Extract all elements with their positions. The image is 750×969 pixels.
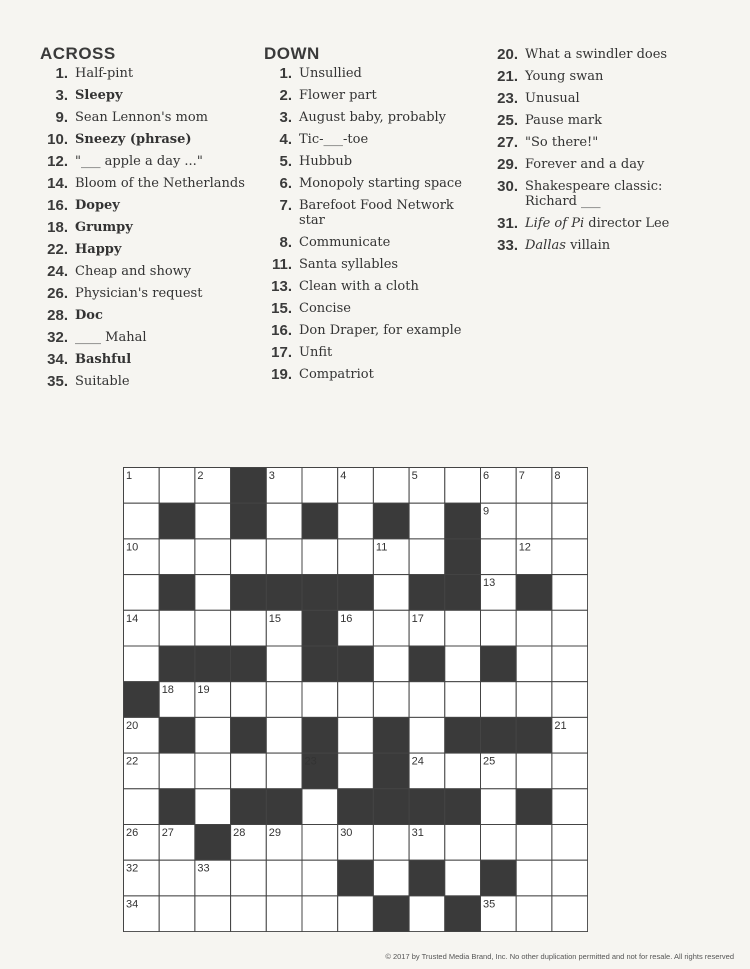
grid-number: 7 (518, 470, 525, 482)
clue-down-cont-29 (488, 157, 688, 172)
clue-text: Sean Lennon's mom (75, 110, 208, 125)
clue-text: Tic-___-toe (299, 132, 369, 147)
copyright-footer: © 2017 by Trusted Media Brand, Inc. No other duplication permitted and not for resale. All rights reserved (385, 952, 734, 961)
grid-cell[interactable] (266, 896, 302, 932)
grid-cell[interactable] (338, 753, 374, 789)
down-clue-list (264, 66, 489, 382)
down-clue-list-continued (488, 47, 688, 253)
grid-block (302, 717, 338, 753)
clue-down-11 (264, 257, 489, 272)
grid-cell[interactable] (266, 717, 302, 753)
grid-block (445, 503, 481, 539)
grid-number: 29 (268, 827, 282, 839)
grid-cell[interactable] (552, 503, 588, 539)
grid-cell[interactable] (302, 539, 338, 575)
clue-text-rest: director Lee (588, 216, 670, 231)
clue-number: 23. (497, 90, 518, 107)
clue-text: "So there!" (525, 135, 599, 150)
grid-number: 13 (483, 577, 496, 590)
grid-cell[interactable] (373, 468, 409, 504)
grid-cell[interactable] (231, 610, 267, 646)
clue-down-4 (264, 132, 489, 147)
grid-cell[interactable] (373, 825, 409, 861)
grid-block (445, 896, 481, 932)
down-continued-column (488, 47, 688, 260)
grid-block (338, 575, 374, 611)
grid-cell[interactable] (373, 646, 409, 682)
clue-number: 18. (47, 219, 68, 236)
grid-block (516, 789, 552, 825)
grid-cell[interactable] (516, 646, 552, 682)
grid-block (338, 789, 374, 825)
clue-number: 9. (55, 109, 68, 126)
grid-block (231, 503, 267, 539)
grid-cell[interactable] (516, 610, 552, 646)
clue-across-14 (40, 176, 265, 191)
grid-cell[interactable] (159, 896, 195, 932)
clue-number: 10. (47, 131, 68, 148)
grid-block (231, 646, 267, 682)
clue-text: Young swan (525, 69, 604, 84)
grid-cell[interactable] (195, 610, 231, 646)
grid-block (373, 753, 409, 789)
clue-number: 32. (47, 329, 68, 346)
clue-across-16 (40, 198, 265, 213)
clue-text: Flower part (299, 88, 377, 103)
grid-number: 30 (340, 827, 353, 839)
grid-number: 27 (161, 827, 174, 839)
clue-number: 29. (497, 156, 518, 173)
grid-cell[interactable] (195, 753, 231, 789)
clue-number: 1. (55, 65, 68, 82)
clue-number: 27. (497, 134, 518, 151)
grid-cell[interactable] (552, 610, 588, 646)
clue-down-cont-25 (488, 113, 688, 128)
grid-cell[interactable] (124, 789, 160, 825)
clue-number: 19. (271, 366, 292, 383)
grid-number: 9 (483, 505, 490, 518)
grid-cell[interactable] (445, 860, 481, 896)
clue-down-2 (264, 88, 489, 103)
clue-across-1 (40, 66, 265, 81)
grid-cell[interactable] (231, 896, 267, 932)
grid-block (373, 503, 409, 539)
grid-cell[interactable] (195, 503, 231, 539)
grid-cell[interactable] (445, 468, 481, 504)
clue-text: Dopey (75, 198, 120, 213)
clue-down-cont-33 (488, 238, 688, 253)
grid-number: 10 (126, 541, 139, 554)
clue-text: "___ apple a day ..." (75, 154, 203, 169)
grid-block (445, 789, 481, 825)
crossword-grid (123, 467, 588, 932)
grid-cell[interactable] (159, 860, 195, 896)
clue-text: Communicate (299, 235, 391, 250)
grid-cell[interactable] (231, 539, 267, 575)
clue-number: 13. (271, 278, 292, 295)
grid-cell[interactable] (445, 825, 481, 861)
grid-cell[interactable] (552, 896, 588, 932)
grid-cell[interactable] (552, 682, 588, 718)
clue-text: Sneezy (phrase) (75, 132, 192, 147)
grid-block (481, 860, 517, 896)
grid-cell[interactable] (409, 539, 445, 575)
grid-cell[interactable] (481, 825, 517, 861)
grid-block (159, 503, 195, 539)
clue-number: 16. (271, 322, 292, 339)
grid-number: 3 (268, 470, 275, 482)
grid-cell[interactable] (195, 896, 231, 932)
grid-cell[interactable] (516, 825, 552, 861)
clue-text: Half-pint (75, 66, 134, 81)
grid-cell[interactable] (124, 575, 160, 611)
grid-cell[interactable] (552, 860, 588, 896)
clue-across-9 (40, 110, 265, 125)
clue-number: 12. (47, 153, 68, 170)
grid-cell[interactable] (409, 682, 445, 718)
clue-across-12 (40, 154, 265, 169)
clue-number: 15. (271, 300, 292, 317)
clue-text: Bashful (75, 352, 132, 367)
grid-cell[interactable] (445, 610, 481, 646)
grid-number: 35 (483, 898, 496, 911)
clue-text: Monopoly starting space (299, 176, 462, 191)
grid-number: 6 (483, 470, 490, 482)
clue-across-10 (40, 132, 265, 147)
clue-number: 3. (279, 109, 292, 126)
clue-across-18 (40, 220, 265, 235)
clue-down-17 (264, 345, 489, 360)
clue-number: 11. (271, 256, 292, 273)
clue-number: 21. (497, 68, 518, 85)
clue-text: Sleepy (75, 88, 123, 103)
clue-text: Happy (75, 242, 122, 257)
grid-block (338, 646, 374, 682)
clue-down-6 (264, 176, 489, 191)
grid-block (266, 575, 302, 611)
grid-cell[interactable] (481, 539, 517, 575)
grid-number: 21 (554, 719, 567, 732)
grid-block (409, 860, 445, 896)
grid-number: 24 (411, 755, 424, 768)
grid-cell[interactable] (195, 789, 231, 825)
clue-across-22 (40, 242, 265, 257)
clue-number: 28. (47, 307, 68, 324)
grid-block (159, 789, 195, 825)
clue-number: 25. (497, 112, 518, 129)
grid-number: 32 (126, 862, 139, 875)
grid-block (373, 896, 409, 932)
clue-text: Unfit (299, 345, 333, 360)
grid-cell[interactable] (231, 682, 267, 718)
clue-number: 5. (279, 153, 292, 170)
grid-cell[interactable] (159, 468, 195, 504)
grid-block (481, 717, 517, 753)
clue-text: Hubbub (299, 154, 353, 169)
grid-number: 28 (233, 827, 246, 839)
clue-down-cont-27 (488, 135, 688, 150)
clue-text: Unsullied (299, 66, 362, 81)
grid-cell[interactable] (266, 682, 302, 718)
grid-block (231, 468, 267, 504)
grid-cell[interactable] (195, 717, 231, 753)
clue-number: 33. (497, 237, 518, 254)
clue-number: 1. (279, 65, 292, 82)
clue-down-cont-23 (488, 91, 688, 106)
grid-block (124, 682, 160, 718)
grid-cell[interactable] (516, 753, 552, 789)
clue-text: Barefoot Food Network star (299, 198, 454, 228)
clue-down-cont-31 (488, 216, 688, 231)
grid-block (231, 789, 267, 825)
clue-text: Pause mark (525, 113, 602, 128)
clue-text: ____ Mahal (75, 330, 147, 345)
grid-block (516, 575, 552, 611)
clue-number: 6. (279, 175, 292, 192)
grid-block (409, 575, 445, 611)
clue-text: Concise (299, 301, 351, 316)
grid-cell[interactable] (409, 503, 445, 539)
clue-text: Bloom of the Netherlands (75, 176, 245, 191)
clue-down-8 (264, 235, 489, 250)
grid-cell[interactable] (231, 860, 267, 896)
grid-number: 16 (340, 612, 353, 625)
grid-cell[interactable] (302, 860, 338, 896)
grid-cell[interactable] (445, 682, 481, 718)
clue-text: Don Draper, for example (299, 323, 462, 338)
grid-cell[interactable] (159, 753, 195, 789)
clue-down-19 (264, 367, 489, 382)
down-column (264, 44, 489, 389)
clue-down-16 (264, 323, 489, 338)
clue-across-3 (40, 88, 265, 103)
grid-number: 23 (304, 755, 317, 768)
grid-cell[interactable] (445, 753, 481, 789)
clue-number: 22. (47, 241, 68, 258)
clue-down-cont-20 (488, 47, 688, 62)
clue-across-34 (40, 352, 265, 367)
clue-across-35 (40, 374, 265, 389)
clue-text: August baby, probably (299, 110, 447, 125)
clue-down-cont-21 (488, 69, 688, 84)
grid-number: 4 (340, 470, 347, 482)
clue-text: Suitable (75, 374, 130, 389)
grid-block (231, 575, 267, 611)
grid-cell[interactable] (338, 539, 374, 575)
grid-block (445, 717, 481, 753)
grid-block (159, 717, 195, 753)
grid-cell[interactable] (302, 789, 338, 825)
grid-number: 11 (375, 541, 388, 554)
across-clue-list (40, 66, 265, 389)
clue-across-32 (40, 330, 265, 345)
grid-cell[interactable] (266, 646, 302, 682)
grid-block (195, 825, 231, 861)
grid-block (373, 789, 409, 825)
clue-text: Physician's request (75, 286, 203, 301)
grid-cell[interactable] (302, 896, 338, 932)
clue-text: Compatriot (299, 367, 374, 382)
grid-number: 20 (126, 719, 139, 732)
grid-cell[interactable] (266, 860, 302, 896)
grid-cell[interactable] (338, 896, 374, 932)
grid-cell[interactable] (266, 539, 302, 575)
grid-cell[interactable] (195, 575, 231, 611)
clue-italic-title: Dallas (525, 238, 566, 253)
grid-cell[interactable] (481, 789, 517, 825)
clue-number: 30. (497, 178, 518, 195)
grid-block (445, 575, 481, 611)
grid-cell[interactable] (124, 646, 160, 682)
grid-cell[interactable] (302, 682, 338, 718)
grid-block (373, 717, 409, 753)
grid-cell[interactable] (516, 682, 552, 718)
grid-cell[interactable] (373, 860, 409, 896)
clue-down-cont-30 (488, 179, 688, 209)
grid-number: 12 (518, 541, 531, 554)
grid-block (159, 646, 195, 682)
clue-text: Shakespeare classic: Richard ___ (525, 179, 663, 209)
clue-number: 35. (47, 373, 68, 390)
grid-svg (123, 467, 588, 932)
clue-down-15 (264, 301, 489, 316)
down-heading: DOWN (264, 44, 320, 63)
clue-down-3 (264, 110, 489, 125)
across-heading: ACROSS (40, 44, 116, 63)
clue-text: Unusual (525, 91, 580, 106)
clue-text (518, 238, 610, 253)
grid-cell[interactable] (552, 753, 588, 789)
clue-number: 8. (279, 234, 292, 251)
grid-block (302, 646, 338, 682)
grid-cell[interactable] (195, 539, 231, 575)
grid-cell[interactable] (124, 503, 160, 539)
clue-across-24 (40, 264, 265, 279)
clue-number: 3. (55, 87, 68, 104)
grid-cell[interactable] (373, 610, 409, 646)
grid-cell[interactable] (409, 717, 445, 753)
clue-number: 14. (47, 175, 68, 192)
grid-number: 31 (411, 827, 424, 839)
grid-cell[interactable] (552, 646, 588, 682)
grid-block (516, 717, 552, 753)
clue-number: 24. (47, 263, 68, 280)
grid-cell[interactable] (516, 896, 552, 932)
grid-cell[interactable] (552, 575, 588, 611)
grid-block (231, 717, 267, 753)
grid-cell[interactable] (338, 682, 374, 718)
grid-number: 18 (161, 684, 174, 697)
clue-number: 16. (47, 197, 68, 214)
grid-block (302, 575, 338, 611)
grid-cell[interactable] (552, 825, 588, 861)
grid-block (266, 789, 302, 825)
clue-down-1 (264, 66, 489, 81)
clue-text (518, 216, 669, 231)
grid-cell[interactable] (231, 753, 267, 789)
grid-number: 15 (268, 612, 282, 625)
clue-number: 17. (271, 344, 292, 361)
clue-text: Grumpy (75, 220, 133, 235)
grid-number: 33 (197, 862, 210, 875)
grid-number: 22 (126, 755, 139, 768)
clue-number: 26. (47, 285, 68, 302)
grid-cell[interactable] (481, 610, 517, 646)
grid-block (481, 646, 517, 682)
grid-number: 34 (126, 898, 139, 911)
grid-block (195, 646, 231, 682)
grid-cell[interactable] (373, 682, 409, 718)
clue-across-28 (40, 308, 265, 323)
clue-number: 20. (497, 46, 518, 63)
clue-text: Doc (75, 308, 103, 323)
grid-cell[interactable] (481, 682, 517, 718)
grid-block (302, 503, 338, 539)
grid-cell[interactable] (552, 789, 588, 825)
grid-block (302, 610, 338, 646)
clue-number: 7. (279, 197, 292, 214)
grid-cell[interactable] (302, 468, 338, 504)
clue-down-13 (264, 279, 489, 294)
clue-text: Cheap and showy (75, 264, 192, 279)
grid-block (409, 646, 445, 682)
clue-text: Clean with a cloth (299, 279, 419, 294)
grid-cell[interactable] (266, 503, 302, 539)
grid-number: 5 (411, 470, 418, 482)
grid-cell[interactable] (409, 896, 445, 932)
grid-cell[interactable] (445, 646, 481, 682)
clue-text: Santa syllables (299, 257, 399, 272)
grid-cell[interactable] (516, 503, 552, 539)
clue-down-5 (264, 154, 489, 169)
grid-cell[interactable] (373, 575, 409, 611)
grid-cell[interactable] (159, 610, 195, 646)
grid-number: 1 (126, 470, 133, 482)
clue-number: 31. (497, 215, 518, 232)
grid-number: 26 (126, 827, 139, 839)
clue-number: 2. (279, 87, 292, 104)
clue-text: Forever and a day (525, 157, 645, 172)
clue-across-26 (40, 286, 265, 301)
grid-block (159, 575, 195, 611)
grid-block (409, 789, 445, 825)
across-column (40, 44, 265, 396)
grid-block (445, 539, 481, 575)
grid-number: 2 (197, 470, 204, 482)
clue-italic-title: Life of Pi (525, 216, 585, 231)
clue-number: 34. (47, 351, 68, 368)
clue-text-rest: villain (570, 238, 611, 253)
grid-cell[interactable] (338, 717, 374, 753)
grid-block (338, 860, 374, 896)
grid-cell[interactable] (338, 503, 374, 539)
grid-number: 25 (483, 755, 496, 768)
clue-down-7 (264, 198, 489, 228)
grid-number: 17 (411, 612, 424, 625)
grid-cell[interactable] (266, 753, 302, 789)
clue-number: 4. (279, 131, 292, 148)
grid-number: 8 (554, 470, 561, 482)
grid-cell[interactable] (516, 860, 552, 896)
grid-cell[interactable] (159, 539, 195, 575)
grid-number: 14 (126, 612, 139, 625)
grid-cell[interactable] (552, 539, 588, 575)
grid-number: 19 (197, 684, 210, 697)
clue-text: What a swindler does (525, 47, 668, 62)
grid-cell[interactable] (302, 825, 338, 861)
